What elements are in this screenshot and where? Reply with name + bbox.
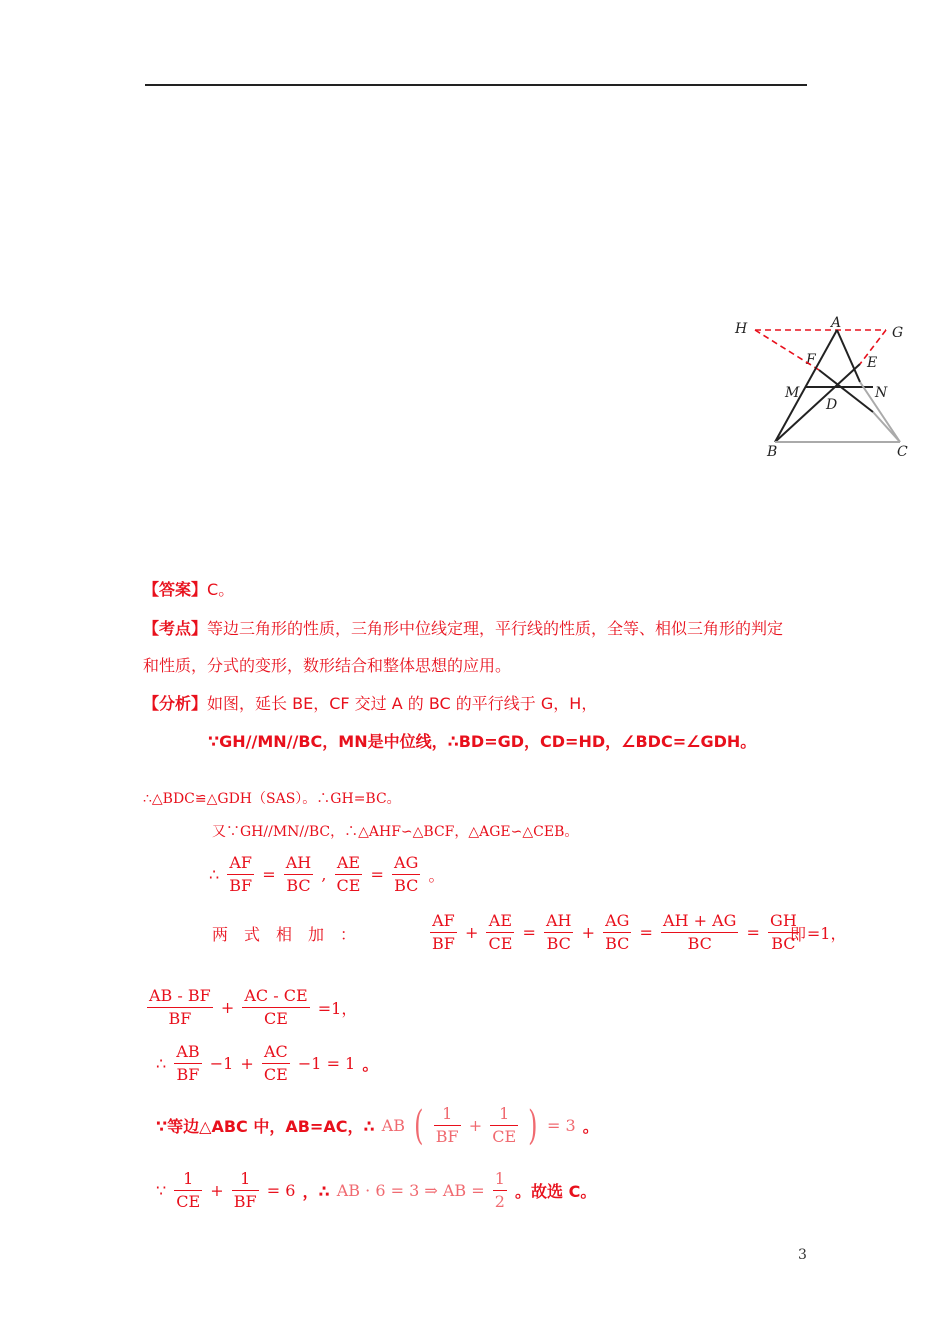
denominator: CE xyxy=(488,934,513,953)
numerator: AF xyxy=(227,852,254,875)
denominator: BC xyxy=(687,934,712,953)
denominator: CE xyxy=(336,876,361,895)
numerator: 1 xyxy=(434,1103,461,1126)
ab-equation: AB · 6 = 3 ⇒ AB = xyxy=(336,1181,485,1200)
analysis-intro: 如图，延长 BE，CF 交过 A 的 BC 的平行线于 G，H， xyxy=(207,694,598,713)
denominator: BC xyxy=(286,876,311,895)
fraction-ab-bf-over-bf xyxy=(147,985,213,1030)
header-rule xyxy=(145,84,807,86)
equals-three: = 3 xyxy=(546,1116,576,1135)
fraction-1-ce xyxy=(174,1168,202,1213)
label-F: F xyxy=(806,352,816,368)
denominator: BF xyxy=(233,1192,257,1211)
numerator: AH xyxy=(544,910,574,933)
denominator: BF xyxy=(229,876,253,895)
equals-sign: = xyxy=(370,865,384,884)
denominator: BF xyxy=(432,934,455,953)
label-H: H xyxy=(735,321,748,337)
fraction-ah-bc xyxy=(544,910,574,955)
geometry-figure xyxy=(730,312,920,462)
fraction-1-bf xyxy=(434,1103,461,1148)
numerator: AC xyxy=(262,1041,290,1064)
numerator: AF xyxy=(430,910,457,933)
analysis-step5 xyxy=(428,910,847,955)
equals-sign: = xyxy=(639,923,653,942)
plus-sign: + xyxy=(464,923,479,942)
topic-line-1 xyxy=(143,616,783,639)
label-N: N xyxy=(875,385,888,401)
answer-line xyxy=(143,577,234,600)
numerator: AE xyxy=(486,910,514,933)
denominator: BC xyxy=(605,934,630,953)
plus-sign: + xyxy=(210,1181,224,1200)
therefore-text: ，∴ xyxy=(302,1182,330,1201)
fraction-ae-ce xyxy=(486,910,514,955)
minus-one: −1 xyxy=(209,1054,234,1073)
topic-tag: 【考点】 xyxy=(143,619,208,638)
fraction-1-2 xyxy=(493,1168,507,1213)
numerator: 1 xyxy=(493,1168,507,1191)
period: 。 xyxy=(362,1055,379,1074)
step8-text: ∵等边△ABC 中，AB=AC，∴ xyxy=(156,1117,375,1136)
analysis-step7 xyxy=(155,1041,379,1086)
equals-six: = 6 xyxy=(266,1181,296,1200)
label-E: E xyxy=(867,355,878,371)
denominator: BC xyxy=(394,876,419,895)
because-symbol: ∵ xyxy=(156,1181,167,1200)
plus-sign: + xyxy=(240,1054,254,1073)
equals-sign: = xyxy=(522,923,536,942)
analysis-step4 xyxy=(208,852,446,897)
therefore-symbol: ∴ xyxy=(209,865,220,884)
ab-symbol: AB xyxy=(381,1116,405,1135)
numerator: AG xyxy=(603,910,631,933)
analysis-step5-tail: 即 xyxy=(790,925,807,944)
plus-sign: + xyxy=(220,998,235,1017)
analysis-intro-line xyxy=(143,691,597,714)
label-M: M xyxy=(785,385,800,401)
label-B: B xyxy=(767,444,778,460)
topic-text-1: 等边三角形的性质，三角形中位线定理，平行线的性质，全等、相似三角形的判定 xyxy=(207,619,784,638)
comma: , xyxy=(321,865,327,884)
left-paren: ( xyxy=(414,1102,424,1149)
analysis-step3: 又∵GH//MN//BC，∴△AHF∽△BCF，△AGE∽△CEB。 xyxy=(212,824,579,840)
denominator: CE xyxy=(263,1065,288,1084)
analysis-step8 xyxy=(155,1103,600,1148)
denominator: BF xyxy=(435,1127,459,1146)
denominator: CE xyxy=(176,1192,201,1211)
plus-sign: + xyxy=(581,923,595,942)
fraction-ahag-bc xyxy=(661,910,738,955)
conclusion-text: 。故选 C。 xyxy=(515,1182,597,1201)
analysis-tag: 【分析】 xyxy=(143,694,208,713)
numerator: 1 xyxy=(232,1168,259,1191)
fraction-af-bf xyxy=(430,910,457,955)
fraction-ag-bc xyxy=(603,910,631,955)
fraction-ag-bc xyxy=(392,852,420,897)
fraction-af-bf xyxy=(227,852,254,897)
denominator: 2 xyxy=(494,1192,505,1211)
analysis-step6 xyxy=(145,985,358,1030)
numerator: AH + AG xyxy=(661,910,738,933)
analysis-step1: ∵GH//MN//BC，MN是中位线，∴BD=GD，CD=HD，∠BDC=∠GDH。 xyxy=(208,732,757,751)
equals-sign: = xyxy=(746,923,760,942)
plus-sign: + xyxy=(468,1116,483,1135)
numerator: AC - CE xyxy=(242,985,309,1008)
denominator: CE xyxy=(492,1127,517,1146)
period: 。 xyxy=(582,1117,599,1136)
minus-one-equals-one: −1 = 1 xyxy=(297,1054,356,1073)
numerator: AH xyxy=(284,852,314,875)
fraction-1-ce xyxy=(490,1103,518,1148)
denominator: BC xyxy=(771,934,796,953)
denominator: CE xyxy=(264,1009,288,1028)
numerator: AB - BF xyxy=(147,985,213,1008)
numerator: GH xyxy=(768,910,799,933)
equals-sign: = xyxy=(262,865,276,884)
fraction-ah-bc xyxy=(284,852,314,897)
numerator: AG xyxy=(392,852,420,875)
fraction-ac-ce-over-ce xyxy=(242,985,309,1030)
analysis-step9 xyxy=(155,1168,597,1213)
period: 。 xyxy=(428,866,445,885)
fraction-ab-bf xyxy=(174,1041,201,1086)
therefore-symbol: ∴ xyxy=(156,1054,167,1073)
numerator: AB xyxy=(174,1041,201,1064)
denominator: BF xyxy=(176,1065,200,1084)
label-A: A xyxy=(831,315,842,331)
analysis-step5-label: 两 式 相 加 ： xyxy=(212,925,357,944)
numerator: 1 xyxy=(490,1103,518,1126)
fraction-ac-ce xyxy=(262,1041,290,1086)
equals-one: =1， xyxy=(806,924,847,943)
page-number: 3 xyxy=(798,1247,807,1263)
analysis-step2: ∴△BDC≌△GDH（SAS）。∴GH=BC。 xyxy=(143,791,401,807)
topic-line-2: 和性质，分式的变形，数形结合和整体思想的应用。 xyxy=(143,656,512,675)
equals-one: =1， xyxy=(317,999,358,1018)
right-paren: ) xyxy=(528,1102,538,1149)
label-D: D xyxy=(826,397,838,413)
numerator: AE xyxy=(335,852,363,875)
denominator: BC xyxy=(546,934,571,953)
fraction-ae-ce xyxy=(335,852,363,897)
label-C: C xyxy=(897,444,908,460)
numerator: 1 xyxy=(174,1168,202,1191)
answer-text: C。 xyxy=(207,580,235,599)
denominator: BF xyxy=(168,1009,192,1028)
fraction-1-bf xyxy=(232,1168,259,1213)
answer-tag: 【答案】 xyxy=(143,580,208,599)
label-G: G xyxy=(892,325,904,341)
